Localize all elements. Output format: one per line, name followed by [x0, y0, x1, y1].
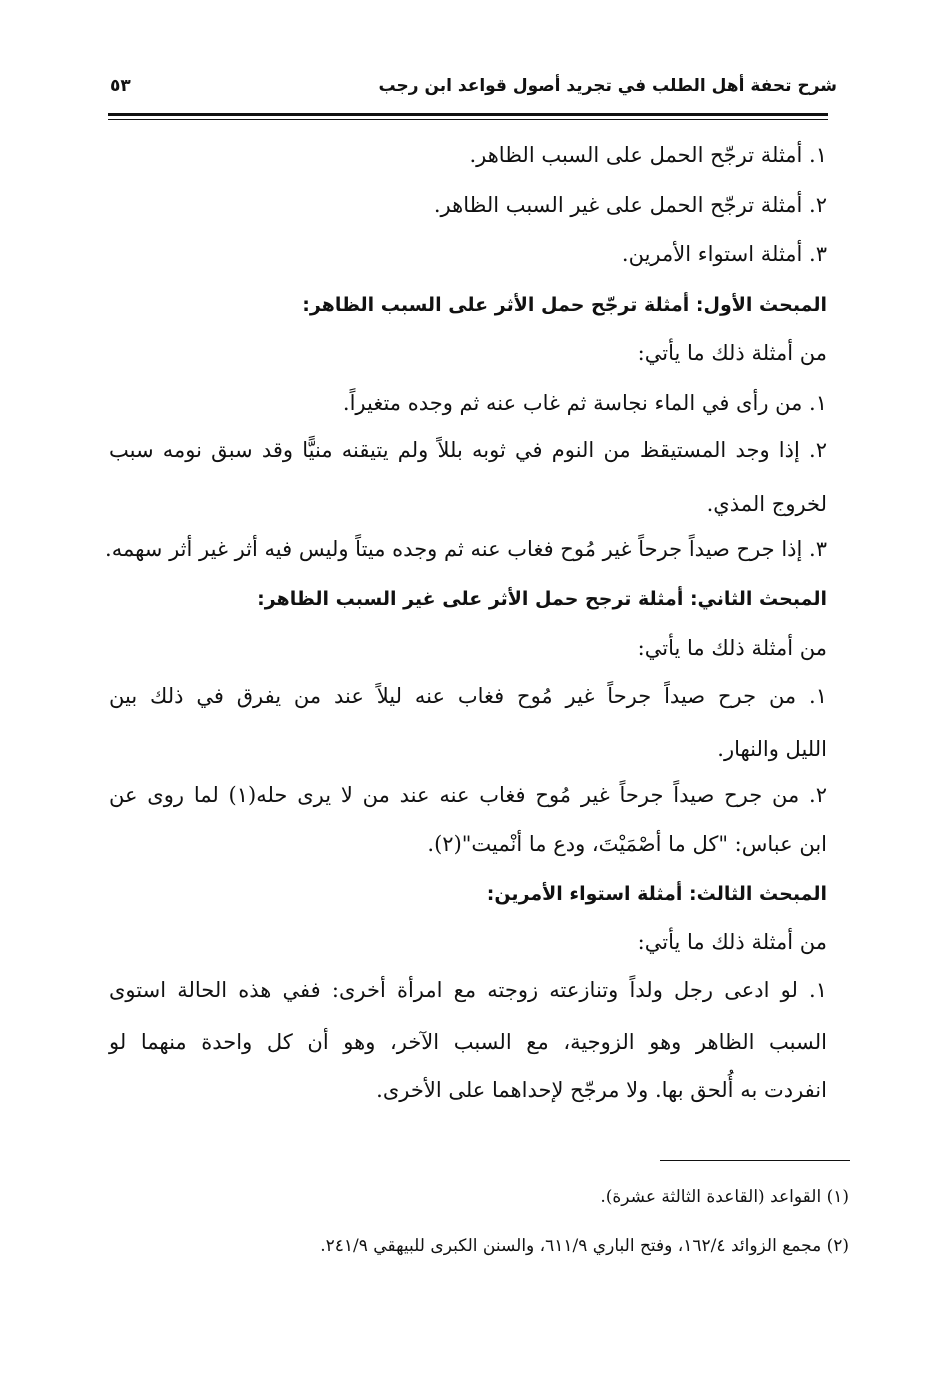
example-3-1-end: انفردت به أُلحق بها. ولا مرجّح لإحداهما على الأخرى.	[376, 1078, 827, 1102]
example-3-1: ١. لو ادعى رجل ولداً وتنازعته زوجته مع امرأة أخرى: ففي هذه الحالة استوى	[109, 978, 827, 1002]
section-heading-1: المبحث الأول: أمثلة ترجّح حمل الأثر على السبب الظاهر:	[302, 294, 827, 316]
running-header-title: شرح تحفة أهل الطلب في تجريد أصول قواعد ابن رجب	[378, 76, 837, 96]
example-1-2-cont: لخروج المذي.	[706, 492, 827, 516]
section-heading-2: المبحث الثاني: أمثلة ترجح حمل الأثر على غير السبب الظاهر:	[257, 588, 827, 610]
example-3-1-cont: السبب الظاهر وهو الزوجية، مع السبب الآخر، وهو أن كل واحدة منهما لو	[109, 1030, 827, 1054]
header-rule-thin	[108, 119, 828, 120]
example-1-1: ١. من رأى في الماء نجاسة ثم غاب عنه ثم وجده متغيراً.	[342, 391, 827, 415]
example-1-2: ٢. إذا وجد المستيقظ من النوم في ثوبه بللاً ولم يتيقنه منيًّا وقد سبق نومه سبب	[109, 438, 827, 462]
example-1-3: ٣. إذا جرح صيداً جرحاً غير مُوح فغاب عنه ثم وجده ميتاً وليس فيه أثر غير أثر سهمه.	[105, 537, 827, 561]
intro-line-2: من أمثلة ذلك ما يأتي:	[637, 636, 827, 660]
example-2-1: ١. من جرح صيداً جرحاً غير مُوح فغاب عنه ليلاً عند من يفرق في ذلك بين	[109, 684, 827, 708]
example-2-2-cont: ابن عباس: "كل ما أصْمَيْتَ، ودع ما أنْميت"(٢).	[427, 832, 827, 856]
footnote-1: (١) القواعد (القاعدة الثالثة عشرة).	[600, 1187, 849, 1207]
example-2-1-cont: الليل والنهار.	[717, 737, 827, 761]
list-item-1: ١. أمثلة ترجّح الحمل على السبب الظاهر.	[469, 143, 827, 167]
footnote-2: (٢) مجمع الزوائد ١٦٢/٤، وفتح الباري ٦١١/٩، والسنن الكبرى للبيهقي ٢٤١/٩.	[320, 1236, 849, 1256]
list-item-2: ٢. أمثلة ترجّح الحمل على غير السبب الظاهر.	[433, 193, 827, 217]
page-number: ٥٣	[110, 76, 131, 96]
footnote-divider	[660, 1160, 850, 1161]
section-heading-3: المبحث الثالث: أمثلة استواء الأمرين:	[486, 883, 827, 905]
intro-line-1: من أمثلة ذلك ما يأتي:	[637, 341, 827, 365]
example-2-2: ٢. من جرح صيداً جرحاً غير مُوح فغاب عنه عند من لا يرى حله(١) لما روى عن	[109, 783, 827, 807]
list-item-3: ٣. أمثلة استواء الأمرين.	[621, 242, 827, 266]
intro-line-3: من أمثلة ذلك ما يأتي:	[637, 930, 827, 954]
header-rule	[108, 113, 828, 116]
